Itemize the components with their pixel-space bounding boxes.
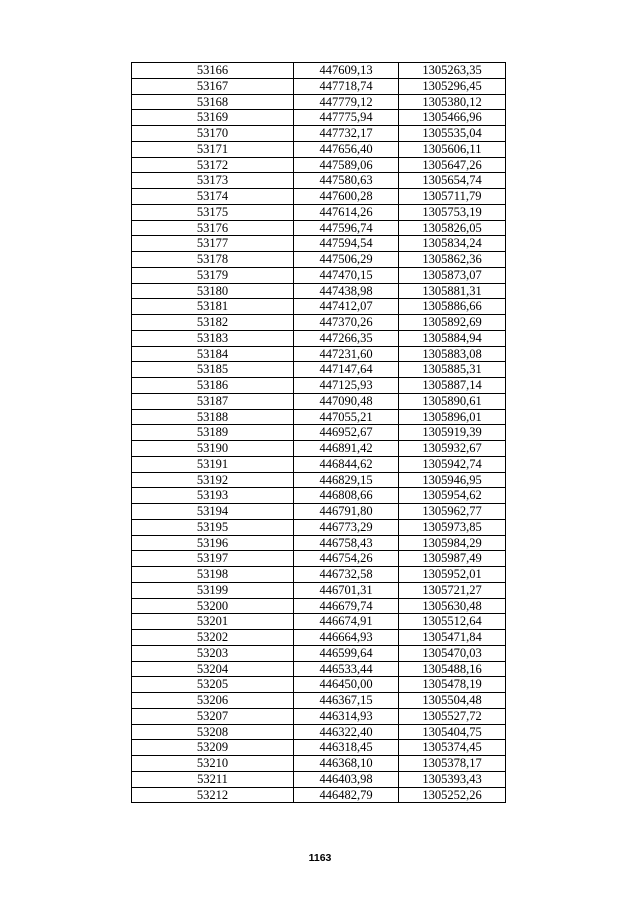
point-number-cell: 53206 [132,693,294,709]
table-row [132,598,506,614]
table-row [132,393,506,409]
y-coordinate-cell: 1305946,95 [399,472,506,488]
point-number-cell: 53192 [132,472,294,488]
x-coordinate-cell: 447775,94 [294,110,399,126]
table-row [132,220,506,236]
x-coordinate-cell: 447412,07 [294,299,399,315]
x-coordinate-cell: 446599,64 [294,645,399,661]
x-coordinate-cell: 446368,10 [294,756,399,772]
x-coordinate-cell: 446808,66 [294,488,399,504]
point-number-cell: 53185 [132,362,294,378]
point-number-cell: 53167 [132,78,294,94]
point-number-cell: 53187 [132,393,294,409]
y-coordinate-cell: 1305887,14 [399,378,506,394]
x-coordinate-cell: 447596,74 [294,220,399,236]
x-coordinate-cell: 446732,58 [294,567,399,583]
x-coordinate-cell: 446844,62 [294,456,399,472]
x-coordinate-cell: 447580,63 [294,173,399,189]
point-number-cell: 53212 [132,787,294,803]
point-number-cell: 53189 [132,425,294,441]
table-row [132,708,506,724]
point-number-cell: 53171 [132,141,294,157]
table-row [132,283,506,299]
y-coordinate-cell: 1305987,49 [399,551,506,567]
point-number-cell: 53195 [132,519,294,535]
point-number-cell: 53191 [132,456,294,472]
x-coordinate-cell: 447600,28 [294,189,399,205]
page-number: 1163 [308,852,332,864]
table-row [132,724,506,740]
coordinates-table [131,62,506,803]
table-row [132,189,506,205]
x-coordinate-cell: 447147,64 [294,362,399,378]
x-coordinate-cell: 446829,15 [294,472,399,488]
y-coordinate-cell: 1305711,79 [399,189,506,205]
table-row [132,110,506,126]
point-number-cell: 53184 [132,346,294,362]
x-coordinate-cell: 447470,15 [294,267,399,283]
point-number-cell: 53202 [132,630,294,646]
table-row [132,141,506,157]
x-coordinate-cell: 446367,15 [294,693,399,709]
y-coordinate-cell: 1305885,31 [399,362,506,378]
x-coordinate-cell: 446314,93 [294,708,399,724]
point-number-cell: 53168 [132,94,294,110]
point-number-cell: 53196 [132,535,294,551]
x-coordinate-cell: 446773,29 [294,519,399,535]
point-number-cell: 53169 [132,110,294,126]
table-row [132,504,506,520]
x-coordinate-cell: 447718,74 [294,78,399,94]
point-number-cell: 53188 [132,409,294,425]
y-coordinate-cell: 1305886,66 [399,299,506,315]
point-number-cell: 53194 [132,504,294,520]
x-coordinate-cell: 447370,26 [294,315,399,331]
table-row [132,299,506,315]
y-coordinate-cell: 1305862,36 [399,252,506,268]
y-coordinate-cell: 1305647,26 [399,157,506,173]
y-coordinate-cell: 1305721,27 [399,582,506,598]
x-coordinate-cell: 446322,40 [294,724,399,740]
x-coordinate-cell: 447231,60 [294,346,399,362]
x-coordinate-cell: 446318,45 [294,740,399,756]
x-coordinate-cell: 447594,54 [294,236,399,252]
x-coordinate-cell: 447732,17 [294,126,399,142]
table-row [132,693,506,709]
table-row [132,126,506,142]
y-coordinate-cell: 1305962,77 [399,504,506,520]
point-number-cell: 53204 [132,661,294,677]
y-coordinate-cell: 1305942,74 [399,456,506,472]
y-coordinate-cell: 1305973,85 [399,519,506,535]
y-coordinate-cell: 1305919,39 [399,425,506,441]
point-number-cell: 53179 [132,267,294,283]
y-coordinate-cell: 1305890,61 [399,393,506,409]
y-coordinate-cell: 1305380,12 [399,94,506,110]
table-row [132,346,506,362]
table-row [132,252,506,268]
table-row [132,582,506,598]
x-coordinate-cell: 447055,21 [294,409,399,425]
table-row [132,63,506,79]
table-row [132,756,506,772]
point-number-cell: 53197 [132,551,294,567]
y-coordinate-cell: 1305883,08 [399,346,506,362]
table-row [132,535,506,551]
point-number-cell: 53208 [132,724,294,740]
y-coordinate-cell: 1305263,35 [399,63,506,79]
y-coordinate-cell: 1305834,24 [399,236,506,252]
x-coordinate-cell: 447779,12 [294,94,399,110]
table-row [132,362,506,378]
table-row [132,236,506,252]
table-row [132,645,506,661]
y-coordinate-cell: 1305393,43 [399,771,506,787]
coordinates-table-body [132,63,506,803]
x-coordinate-cell: 446450,00 [294,677,399,693]
y-coordinate-cell: 1305606,11 [399,141,506,157]
table-row [132,173,506,189]
table-row [132,378,506,394]
table-row [132,94,506,110]
x-coordinate-cell: 446533,44 [294,661,399,677]
y-coordinate-cell: 1305252,26 [399,787,506,803]
table-row [132,157,506,173]
table-row [132,551,506,567]
point-number-cell: 53174 [132,189,294,205]
point-number-cell: 53186 [132,378,294,394]
x-coordinate-cell: 446664,93 [294,630,399,646]
table-row [132,677,506,693]
x-coordinate-cell: 446891,42 [294,441,399,457]
x-coordinate-cell: 447090,48 [294,393,399,409]
point-number-cell: 53209 [132,740,294,756]
x-coordinate-cell: 447438,98 [294,283,399,299]
x-coordinate-cell: 447589,06 [294,157,399,173]
y-coordinate-cell: 1305896,01 [399,409,506,425]
point-number-cell: 53198 [132,567,294,583]
x-coordinate-cell: 446791,80 [294,504,399,520]
x-coordinate-cell: 447614,26 [294,204,399,220]
y-coordinate-cell: 1305527,72 [399,708,506,724]
point-number-cell: 53172 [132,157,294,173]
y-coordinate-cell: 1305654,74 [399,173,506,189]
table-row [132,472,506,488]
point-number-cell: 53205 [132,677,294,693]
table-row [132,661,506,677]
point-number-cell: 53178 [132,252,294,268]
table-row [132,614,506,630]
table-row [132,267,506,283]
x-coordinate-cell: 447609,13 [294,63,399,79]
point-number-cell: 53175 [132,204,294,220]
x-coordinate-cell: 446758,43 [294,535,399,551]
y-coordinate-cell: 1305954,62 [399,488,506,504]
y-coordinate-cell: 1305892,69 [399,315,506,331]
point-number-cell: 53170 [132,126,294,142]
point-number-cell: 53182 [132,315,294,331]
y-coordinate-cell: 1305374,45 [399,740,506,756]
point-number-cell: 53181 [132,299,294,315]
y-coordinate-cell: 1305535,04 [399,126,506,142]
y-coordinate-cell: 1305952,01 [399,567,506,583]
table-row [132,78,506,94]
table-row [132,315,506,331]
point-number-cell: 53177 [132,236,294,252]
x-coordinate-cell: 446952,67 [294,425,399,441]
table-row [132,630,506,646]
x-coordinate-cell: 446403,98 [294,771,399,787]
x-coordinate-cell: 446674,91 [294,614,399,630]
point-number-cell: 53180 [132,283,294,299]
table-row [132,787,506,803]
point-number-cell: 53207 [132,708,294,724]
table-row [132,488,506,504]
y-coordinate-cell: 1305378,17 [399,756,506,772]
y-coordinate-cell: 1305488,16 [399,661,506,677]
y-coordinate-cell: 1305873,07 [399,267,506,283]
table-row [132,456,506,472]
point-number-cell: 53190 [132,441,294,457]
point-number-cell: 53200 [132,598,294,614]
table-row [132,567,506,583]
x-coordinate-cell: 447656,40 [294,141,399,157]
x-coordinate-cell: 446754,26 [294,551,399,567]
point-number-cell: 53201 [132,614,294,630]
y-coordinate-cell: 1305753,19 [399,204,506,220]
point-number-cell: 53176 [132,220,294,236]
y-coordinate-cell: 1305932,67 [399,441,506,457]
x-coordinate-cell: 446701,31 [294,582,399,598]
table-row [132,519,506,535]
point-number-cell: 53193 [132,488,294,504]
y-coordinate-cell: 1305466,96 [399,110,506,126]
table-row [132,740,506,756]
y-coordinate-cell: 1305470,03 [399,645,506,661]
y-coordinate-cell: 1305471,84 [399,630,506,646]
point-number-cell: 53199 [132,582,294,598]
y-coordinate-cell: 1305881,31 [399,283,506,299]
table-row [132,425,506,441]
y-coordinate-cell: 1305504,48 [399,693,506,709]
x-coordinate-cell: 447506,29 [294,252,399,268]
point-number-cell: 53203 [132,645,294,661]
y-coordinate-cell: 1305884,94 [399,330,506,346]
table-row [132,204,506,220]
y-coordinate-cell: 1305826,05 [399,220,506,236]
y-coordinate-cell: 1305630,48 [399,598,506,614]
x-coordinate-cell: 447125,93 [294,378,399,394]
y-coordinate-cell: 1305404,75 [399,724,506,740]
point-number-cell: 53173 [132,173,294,189]
point-number-cell: 53166 [132,63,294,79]
y-coordinate-cell: 1305478,19 [399,677,506,693]
point-number-cell: 53210 [132,756,294,772]
table-row [132,409,506,425]
y-coordinate-cell: 1305512,64 [399,614,506,630]
x-coordinate-cell: 446482,79 [294,787,399,803]
x-coordinate-cell: 447266,35 [294,330,399,346]
x-coordinate-cell: 446679,74 [294,598,399,614]
point-number-cell: 53183 [132,330,294,346]
y-coordinate-cell: 1305296,45 [399,78,506,94]
point-number-cell: 53211 [132,771,294,787]
y-coordinate-cell: 1305984,29 [399,535,506,551]
table-row [132,441,506,457]
table-row [132,771,506,787]
table-row [132,330,506,346]
